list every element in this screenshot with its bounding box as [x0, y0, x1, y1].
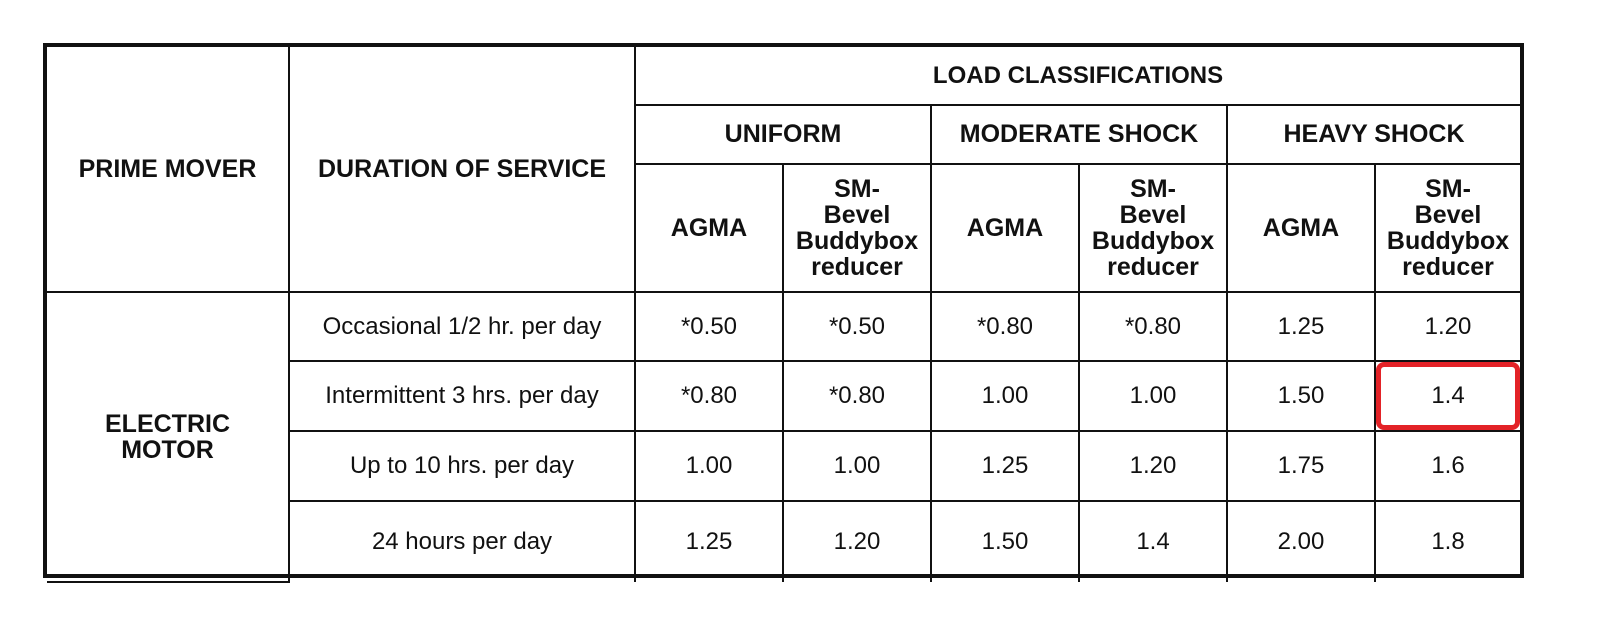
sm-bevel-line-3: Buddybox [1386, 227, 1510, 255]
sm-bevel-line-3: Buddybox [795, 227, 919, 255]
moderate-agma-cell: 1.00 [931, 361, 1079, 431]
moderate-sm-bevel-header [1079, 164, 1227, 292]
header-row-1 [47, 47, 1520, 105]
duration-cell: 24 hours per day [289, 501, 635, 582]
sm-bevel-line-2: Bevel [1414, 201, 1482, 229]
sm-bevel-line-4: reducer [1107, 253, 1199, 281]
sm-bevel-line-1: SM- [1425, 175, 1471, 203]
service-factor-table [47, 47, 1520, 583]
uniform-agma-cell: 1.25 [635, 501, 783, 582]
sm-bevel-line-2: Bevel [823, 201, 891, 229]
moderate-shock-header: MODERATE SHOCK [931, 105, 1227, 164]
duration-header: DURATION OF SERVICE [289, 47, 635, 292]
heavy-agma-cell: 1.25 [1227, 292, 1375, 361]
duration-cell: Intermittent 3 hrs. per day [289, 361, 635, 431]
duration-cell: Occasional 1/2 hr. per day [289, 292, 635, 361]
heavy-agma-cell: 1.50 [1227, 361, 1375, 431]
moderate-sm-cell: 1.20 [1079, 431, 1227, 501]
sm-bevel-line-4: reducer [1402, 253, 1494, 281]
heavy-sm-cell: 1.8 [1375, 501, 1520, 582]
uniform-agma-header: AGMA [635, 164, 783, 292]
moderate-agma-cell: 1.50 [931, 501, 1079, 582]
uniform-sm-cell: 1.00 [783, 431, 931, 501]
heavy-shock-header: HEAVY SHOCK [1227, 105, 1520, 164]
heavy-sm-bevel-header [1375, 164, 1520, 292]
moderate-sm-cell: *0.80 [1079, 292, 1227, 361]
sm-bevel-line-1: SM- [834, 175, 880, 203]
uniform-sm-bevel-header [783, 164, 931, 292]
heavy-agma-cell: 1.75 [1227, 431, 1375, 501]
prime-mover-line-2: MOTOR [121, 436, 214, 464]
moderate-agma-cell: 1.25 [931, 431, 1079, 501]
uniform-sm-cell: 1.20 [783, 501, 931, 582]
sm-bevel-line-3: Buddybox [1091, 227, 1215, 255]
uniform-sm-cell: *0.80 [783, 361, 931, 431]
duration-cell: Up to 10 hrs. per day [289, 431, 635, 501]
uniform-agma-cell: *0.80 [635, 361, 783, 431]
uniform-agma-cell: *0.50 [635, 292, 783, 361]
sm-bevel-line-2: Bevel [1119, 201, 1187, 229]
moderate-agma-cell: *0.80 [931, 292, 1079, 361]
heavy-sm-cell: 1.6 [1375, 431, 1520, 501]
heavy-sm-cell: 1.20 [1375, 292, 1520, 361]
load-classifications-header: LOAD CLASSIFICATIONS [635, 47, 1520, 105]
moderate-agma-header: AGMA [931, 164, 1079, 292]
heavy-agma-header: AGMA [1227, 164, 1375, 292]
heavy-sm-highlighted-cell [1375, 361, 1520, 431]
moderate-sm-cell: 1.4 [1079, 501, 1227, 582]
prime-mover-line-1: ELECTRIC [105, 409, 230, 438]
prime-mover-cell [47, 292, 289, 582]
highlighted-value: 1.4 [1431, 382, 1465, 409]
moderate-sm-cell: 1.00 [1079, 361, 1227, 431]
service-factor-table-frame [43, 43, 1524, 578]
table-row [47, 292, 1520, 361]
prime-mover-header: PRIME MOVER [47, 47, 289, 292]
sm-bevel-line-4: reducer [811, 253, 903, 281]
uniform-sm-cell: *0.50 [783, 292, 931, 361]
sm-bevel-line-1: SM- [1130, 175, 1176, 203]
uniform-header: UNIFORM [635, 105, 931, 164]
heavy-agma-cell: 2.00 [1227, 501, 1375, 582]
uniform-agma-cell: 1.00 [635, 431, 783, 501]
